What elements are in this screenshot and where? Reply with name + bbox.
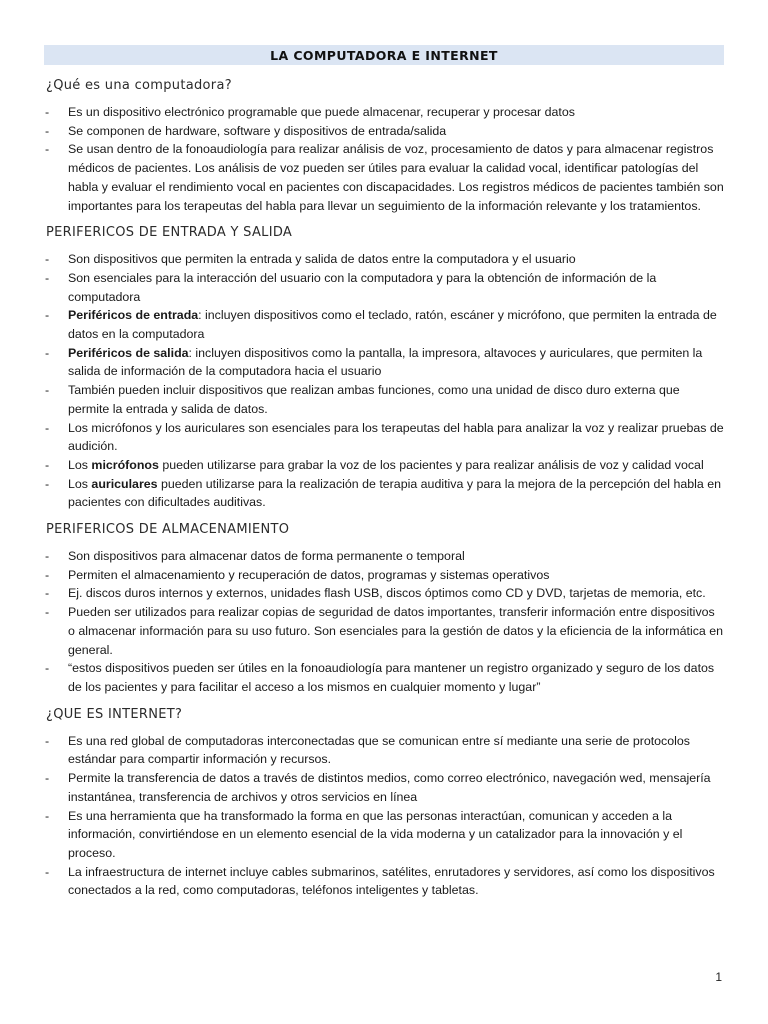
- bullet-text: Pueden ser utilizados para realizar copias de seguridad de datos importantes, transferir información entre dispositivos o almacenar información para su uso futuro. Son esenciales para la gestión de datos y la eficiencia de la informática en general.: [68, 605, 724, 657]
- dash-bullet-icon: -: [45, 383, 50, 398]
- bullet-item: [44, 140, 724, 215]
- bullet-item: [44, 807, 724, 863]
- bullet-item: [44, 381, 724, 418]
- dash-bullet-icon: -: [45, 123, 50, 138]
- bullet-item: [44, 863, 724, 900]
- section-heading: ¿QUE ES INTERNET?: [46, 706, 183, 722]
- bullet-text: Son esenciales para la interacción del usuario con la computadora y para la obtención de información de la computadora: [68, 270, 657, 304]
- page-number: 1: [715, 970, 722, 984]
- bullet-text: Ej. discos duros internos y externos, unidades flash USB, discos óptimos como CD y DVD, tarjetas de memoria, etc.: [68, 586, 706, 601]
- bullet-text: La infraestructura de internet incluye cables submarinos, satélites, enrutadores y servidores, así como los dispositivos conectados a la red, como computadoras, teléfonos inteligentes y tabletas.: [68, 864, 715, 898]
- bullet-text: pueden utilizarse para la realización de terapia auditiva y para la mejora de la percepción del habla en pacientes con dificultades auditivas.: [68, 476, 721, 510]
- bullet-text: Son dispositivos para almacenar datos de forma permanente o temporal: [68, 549, 465, 564]
- dash-bullet-icon: -: [45, 733, 50, 748]
- bullet-text: : incluyen dispositivos como el teclado, ratón, escáner y micrófono, que permiten la entrada de datos en la computadora: [68, 308, 717, 342]
- bullet-item: [44, 547, 724, 566]
- bullet-item: [44, 769, 724, 806]
- dash-bullet-icon: -: [45, 567, 50, 582]
- bullet-text: Permite la transferencia de datos a través de distintos medios, como correo electrónico, navegación wed, mensajería instantánea, transferencia de archivos y otros servicios en línea: [68, 771, 711, 804]
- bullet-item: [44, 306, 724, 343]
- bullet-item: [44, 122, 724, 141]
- bullet-item: [44, 732, 724, 769]
- bullet-item: [44, 603, 724, 659]
- bullet-item: [44, 584, 724, 603]
- bullet-text: Es una red global de computadoras interconectadas que se comunican entre sí mediante una serie de protocolos estándar para compartir información y recursos.: [68, 733, 690, 767]
- bullet-list: [44, 732, 724, 900]
- dash-bullet-icon: -: [45, 549, 50, 564]
- section-heading: PERIFERICOS DE ENTRADA Y SALIDA: [46, 225, 293, 241]
- bullet-emphasis: auriculares: [91, 476, 158, 491]
- bullet-item: [44, 103, 724, 122]
- dash-bullet-icon: -: [45, 476, 50, 491]
- bullet-list: [44, 547, 724, 697]
- bullet-text: Se componen de hardware, software y dispositivos de entrada/salida: [68, 123, 447, 138]
- bullet-lead-text: Los: [68, 476, 92, 491]
- dash-bullet-icon: -: [45, 864, 50, 879]
- section-heading: PERIFERICOS DE ALMACENAMIENTO: [46, 522, 290, 538]
- dash-bullet-icon: -: [45, 457, 50, 472]
- bullet-item: [44, 566, 724, 585]
- bullet-text: Es un dispositivo electrónico programable que puede almacenar, recuperar y procesar datos: [68, 105, 575, 119]
- dash-bullet-icon: -: [45, 771, 50, 786]
- bullet-text: También pueden incluir dispositivos que realizan ambas funciones, como una unidad de disco duro externa que permite la entrada y salida de datos.: [68, 383, 680, 416]
- bullet-item: [44, 419, 724, 456]
- dash-bullet-icon: -: [45, 345, 50, 360]
- dash-bullet-icon: -: [45, 420, 50, 435]
- bullet-text: Son dispositivos que permiten la entrada y salida de datos entre la computadora y el usuario: [68, 252, 576, 267]
- bullet-item: [44, 344, 724, 381]
- bullet-text: “estos dispositivos pueden ser útiles en la fonoaudiología para mantener un registro organizado y seguro de los datos de los pacientes y para facilitar el acceso a los mismos en cualquier momento y lugar”: [68, 661, 715, 694]
- bullet-item: [44, 475, 724, 512]
- dash-bullet-icon: -: [45, 605, 50, 620]
- bullet-list: [44, 103, 724, 215]
- bullet-text: Permiten el almacenamiento y recuperación de datos, programas y sistemas operativos: [68, 567, 550, 582]
- document-title: LA COMPUTADORA E INTERNET: [44, 45, 724, 65]
- dash-bullet-icon: -: [45, 586, 50, 601]
- dash-bullet-icon: -: [45, 308, 50, 323]
- dash-bullet-icon: -: [45, 142, 50, 157]
- bullet-emphasis: Periféricos de entrada: [68, 308, 199, 323]
- document-body: [44, 77, 724, 900]
- bullet-text: pueden utilizarse para grabar la voz de los pacientes y para realizar análisis de voz y calidad vocal: [158, 457, 704, 472]
- bullet-emphasis: Periféricos de salida: [68, 345, 189, 360]
- dash-bullet-icon: -: [45, 105, 50, 119]
- bullet-item: [44, 659, 724, 696]
- dash-bullet-icon: -: [45, 808, 50, 823]
- bullet-item: [44, 456, 724, 475]
- bullet-item: [44, 269, 724, 306]
- dash-bullet-icon: -: [45, 252, 50, 267]
- section-heading: ¿Qué es una computadora?: [46, 78, 232, 93]
- bullet-text: Los micrófonos y los auriculares son esenciales para los terapeutas del habla para analizar la voz y realizar pruebas de audición.: [68, 420, 724, 454]
- bullet-list: [44, 250, 724, 512]
- bullet-text: : incluyen dispositivos como la pantalla, la impresora, altavoces y auriculares, que permiten la salida de información de la computadora hacia el usuario: [68, 345, 703, 379]
- bullet-item: [44, 250, 724, 269]
- dash-bullet-icon: -: [45, 270, 50, 285]
- document-page: [44, 45, 724, 909]
- dash-bullet-icon: -: [45, 661, 50, 676]
- bullet-text: Se usan dentro de la fonoaudiología para realizar análisis de voz, procesamiento de datos y para almacenar registros médicos de pacientes. Los análisis de voz pueden ser útiles para evaluar la calidad vocal, identificar patologías del habla y evaluar el rendimiento vocal en pacientes con discapacidades. Los registros médicos de pacientes también son importantes para los terapeutas del habla para llevar un seguimiento de la información relevante y los tratamientos.: [68, 142, 724, 213]
- bullet-emphasis: micrófonos: [91, 457, 159, 472]
- bullet-lead-text: Los: [68, 457, 92, 472]
- bullet-text: Es una herramienta que ha transformado la forma en que las personas interactúan, comunican y acceden a la información, convirtiéndose en un elemento esencial de la vida moderna y un catalizador para la innovación y el proceso.: [68, 808, 683, 860]
